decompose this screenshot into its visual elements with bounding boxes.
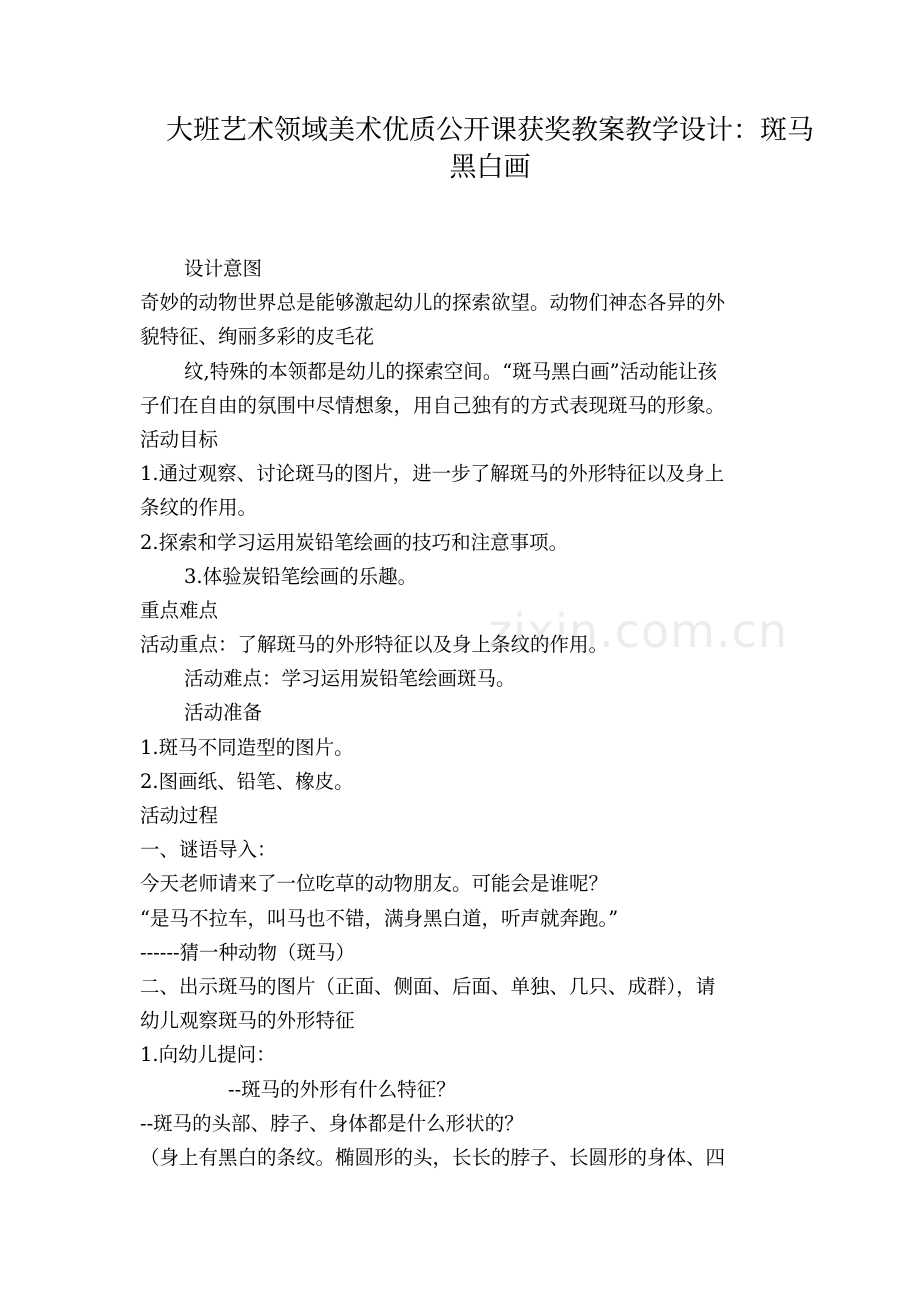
paragraph-line: 子们在自由的氛围中尽情想象，用自己独有的方式表现斑马的形象。 [140, 393, 726, 417]
heading-process: 活动过程 [140, 804, 219, 827]
list-item: 1.向幼儿提问： [140, 1043, 276, 1067]
paragraph-line: 纹,特殊的本领都是幼儿的探索空间。“斑马黑白画”活动能让孩 [184, 359, 718, 383]
heading-goals: 活动目标 [140, 427, 219, 451]
heading-key-points: 重点难点 [140, 598, 219, 622]
list-item: 2.图画纸、铅笔、橡皮。 [140, 769, 354, 793]
paragraph-line: 活动难点：学习运用炭铅笔绘画斑马。 [184, 667, 516, 691]
title-line-1: 大班艺术领域美术优质公开课获奖教案教学设计：斑马 [166, 115, 814, 146]
list-item-continuation: 条纹的作用。 [140, 496, 258, 520]
list-item: 1.通过观察、讨论斑马的图片，进一步了解斑马的外形特征以及身上 [140, 462, 725, 486]
list-item: 3.体验炭铅笔绘画的乐趣。 [184, 564, 418, 588]
paragraph-line: （身上有黑白的条纹。椭圆形的头，长长的脖子、长圆形的身体、四 [140, 1145, 726, 1169]
question-line: --斑马的外形有什么特征？ [228, 1077, 456, 1101]
heading-preparation: 活动准备 [184, 701, 263, 725]
list-item: 1.斑马不同造型的图片。 [140, 735, 354, 759]
paragraph-line: 今天老师请来了一位吃草的动物朋友。可能会是谁呢？ [140, 872, 609, 896]
paragraph-line: 奇妙的动物世界总是能够激起幼儿的探索欲望。动物们神态各异的外 [140, 291, 726, 315]
paragraph-line: 貌特征、绚丽多彩的皮毛花 [140, 325, 375, 349]
title-line-2: 黑白画 [449, 152, 531, 183]
document-title [150, 112, 830, 186]
heading-design-intent: 设计意图 [184, 257, 263, 280]
section-heading: 二、出示斑马的图片（正面、侧面、后面、单独、几只、成群），请 [140, 974, 716, 998]
document-body [140, 252, 800, 1175]
paragraph-line: 幼儿观察斑马的外形特征 [140, 1009, 355, 1033]
section-heading: 一、谜语导入： [140, 838, 277, 862]
list-item: 2.探索和学习运用炭铅笔绘画的技巧和注意事项。 [140, 530, 569, 554]
watermark: zixin.com.cn [488, 604, 789, 658]
paragraph-line: ------猜一种动物（斑马） [140, 940, 356, 964]
riddle-line: “是马不拉车，叫马也不错，满身黑白道，听声就奔跑。” [140, 906, 619, 930]
paragraph-line: 活动重点：了解斑马的外形特征以及身上条纹的作用。 [140, 633, 609, 657]
question-line: --斑马的头部、脖子、身体都是什么形状的？ [140, 1111, 524, 1135]
